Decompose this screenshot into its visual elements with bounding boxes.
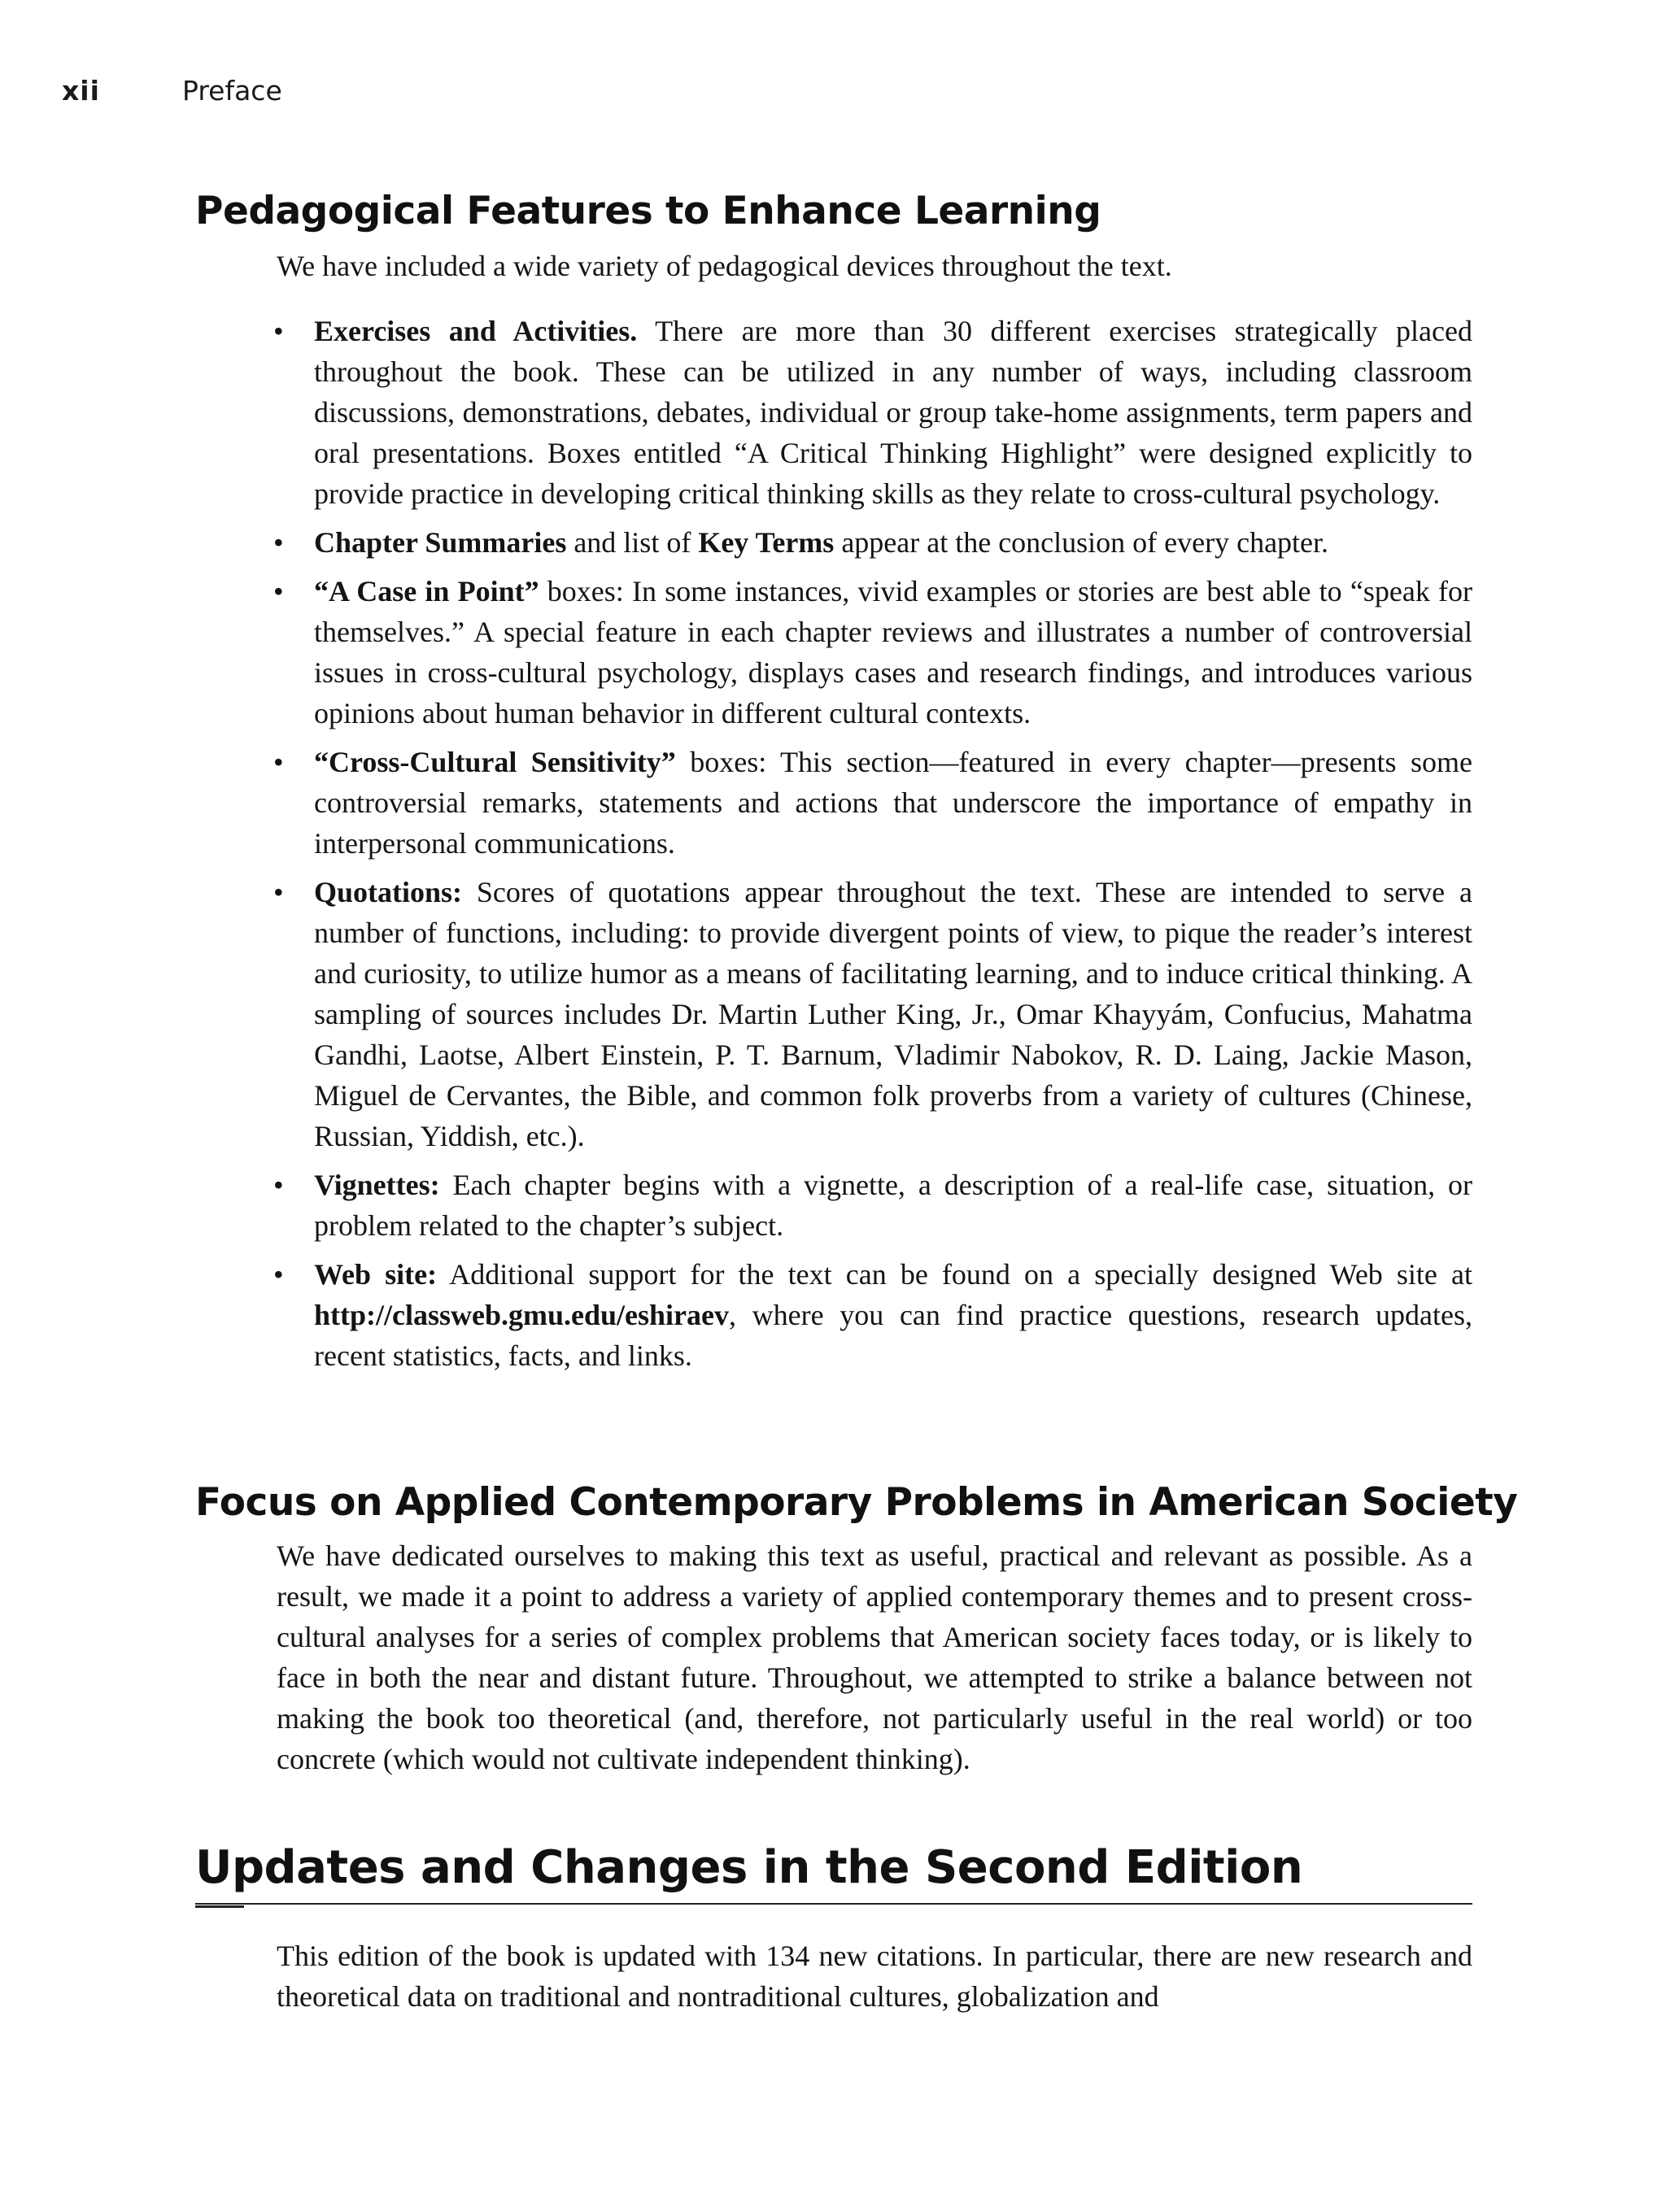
web-url-link[interactable]: http://classweb.gmu.edu/eshiraev [314, 1299, 730, 1331]
item-text: and list of [566, 526, 699, 559]
running-head [62, 75, 282, 107]
bullet-icon: • [273, 315, 284, 347]
page-number: xii [62, 75, 100, 107]
bullet-icon: • [273, 575, 284, 607]
item-text: boxes: In some instances, vivid examples or stories are best able to “speak for themselves.” A special feature in each chapter reviews and illustrates a number of controversial issues in cross-cultural psychology, displays cases and research findings, and introduces various opinions about human behavior in different cultural contexts. [314, 575, 1472, 729]
item-text: Scores of quotations appear throughout the text. These are intended to serve a number of functions, including: to provide divergent points of view, to pique the reader’s interest and curiosity, to utilize humor as a means of facilitating learning, and to induce critical thinking. A sampling of sources includes Dr. Martin Luther King, Jr., Omar Khayyám, Confucius, Mahatma Gandhi, Laotse, Albert Einstein, P. T. Barnum, Vladimir Nabokov, R. D. Laing, Jackie Mason, Miguel de Cervantes, the Bible, and common folk proverbs from a variety of cultures (Chinese, Russian, Yiddish, etc.). [314, 876, 1472, 1152]
section-heading-pedagogical: Pedagogical Features to Enhance Learning [195, 189, 1101, 233]
item-text: boxes: This section—featured in every chapter—presents some controversial remarks, statements and actions that underscore the importance of empathy in interpersonal communications. [314, 746, 1472, 860]
item-text: Additional support for the text can be found on a specially designed Web site at [437, 1258, 1473, 1291]
item-lead-secondary: Key Terms [698, 526, 835, 559]
bullet-icon: • [273, 746, 284, 778]
list-item [268, 571, 1472, 734]
item-text: There are more than 30 different exercises strategically placed throughout the book. These can be utilized in any number of ways, including classroom discussions, demonstrations, debates, individual or group take-home assignments, term papers and oral presentations. Boxes entitled “A Critical Thinking Highlight” were designed explicitly to provide practice in developing critical thinking skills as they relate to cross-cultural psychology. [314, 315, 1472, 510]
list-item [268, 872, 1472, 1156]
item-lead: “A Case in Point” [314, 575, 539, 607]
bullet-icon: • [273, 1169, 284, 1201]
item-lead: Vignettes: [314, 1169, 440, 1201]
bullet-icon: • [273, 526, 284, 559]
list-item [268, 742, 1472, 864]
bullet-icon: • [273, 876, 284, 908]
section-heading-updates: Updates and Changes in the Second Edition [195, 1841, 1303, 1894]
section-body: We have dedicated ourselves to making this text as useful, practical and relevant as possible. As a result, we made it a point to address a variety of applied contemporary themes and to present cross-cultural analyses for a series of complex problems that American society faces today, or is likely to face in both the near and distant future. Throughout, we attempted to strike a balance between not making the book too theoretical (and, therefore, not particularly useful in the real world) or too concrete (which would not cultivate independent thinking). [277, 1539, 1472, 1775]
list-item [268, 311, 1472, 514]
running-head-title: Preface [182, 75, 282, 107]
item-lead: Chapter Summaries [314, 526, 567, 559]
item-lead: “Cross-Cultural Sensitivity” [314, 746, 676, 778]
bullet-icon: • [273, 1258, 284, 1291]
section-intro: We have included a wide variety of pedagogical devices throughout the text. [277, 250, 1172, 282]
list-item [268, 1165, 1472, 1246]
heading-rule-accent [195, 1905, 244, 1908]
item-lead: Web site: [314, 1258, 438, 1291]
list-item [268, 522, 1472, 563]
item-text: appear at the conclusion of every chapter. [834, 526, 1329, 559]
item-lead: Exercises and Activities. [314, 315, 638, 347]
list-item [268, 1254, 1472, 1376]
item-lead: Quotations: [314, 876, 463, 908]
section-body: This edition of the book is updated with 134 new citations. In particular, there are new research and theoretical data on traditional and nontraditional cultures, globalization and [277, 1940, 1472, 2013]
heading-rule [195, 1903, 1472, 1905]
feature-list [268, 311, 1472, 1384]
item-text: , where you can find practice questions, research updates, recent statistics, facts, and links. [314, 1299, 1472, 1372]
item-text: Each chapter begins with a vignette, a description of a real-life case, situation, or problem related to the chapter’s subject. [314, 1169, 1472, 1242]
section-heading-applied-problems: Focus on Applied Contemporary Problems in American Society [195, 1480, 1518, 1525]
